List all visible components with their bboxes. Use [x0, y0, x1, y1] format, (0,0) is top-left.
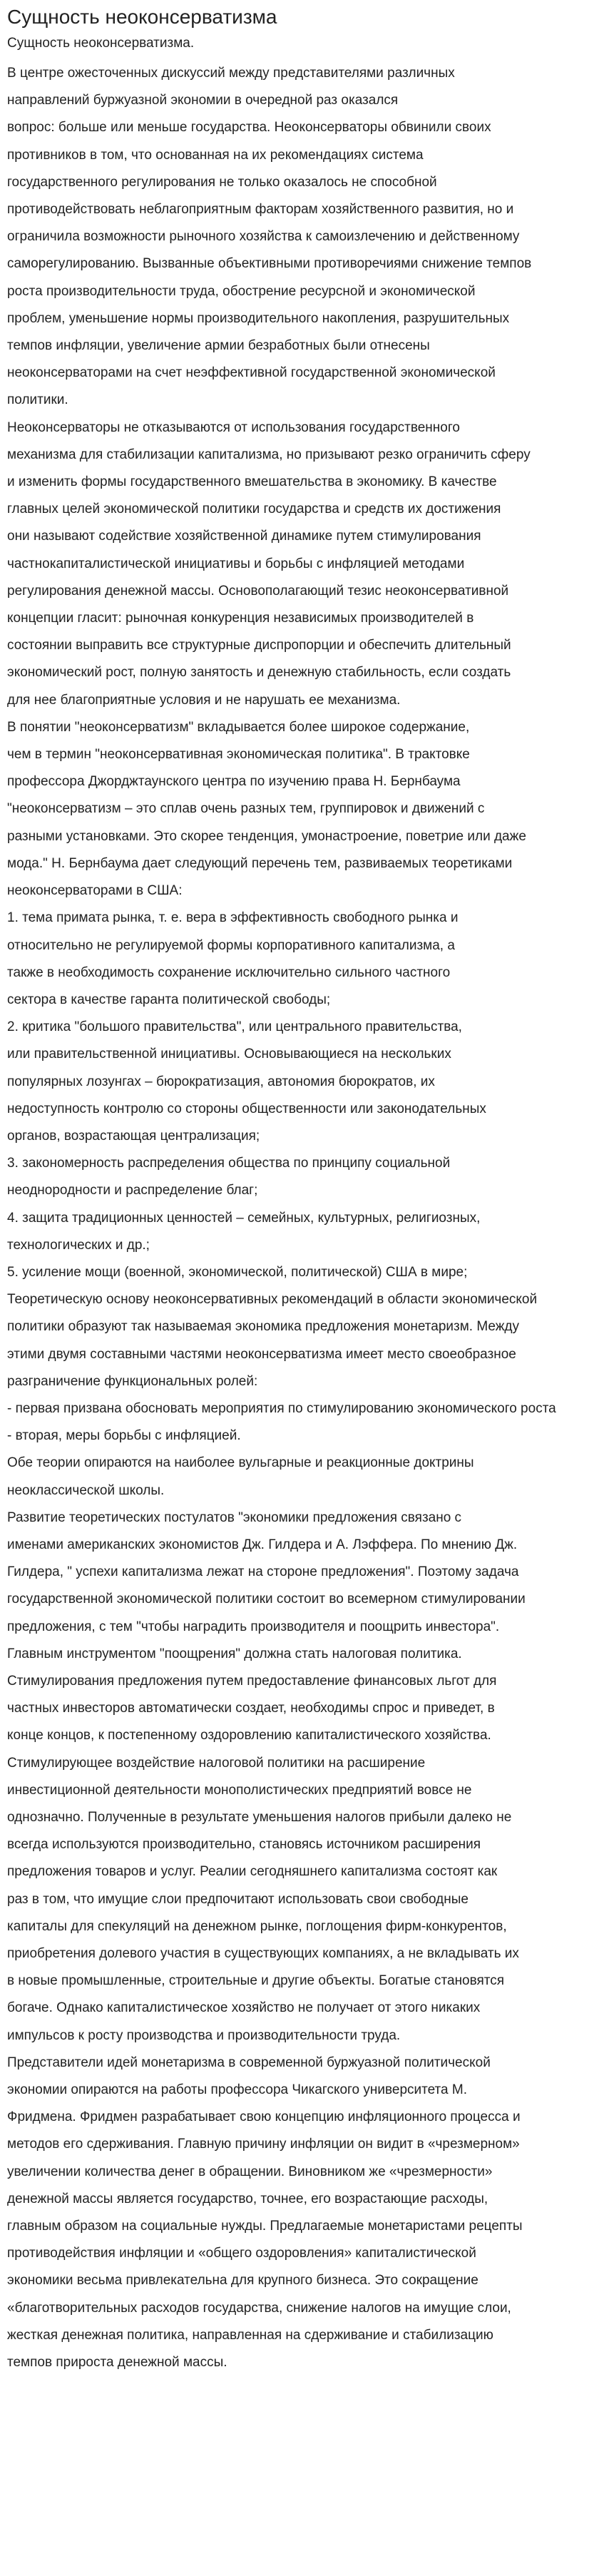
text-line: импульсов к росту производства и производительности труда.: [7, 2027, 401, 2043]
text-line: Обе теории опираются на наиболее вульгарные и реакционные доктрины: [7, 1455, 474, 1471]
text-line: В центре ожесточенных дискуссий между представителями различных: [7, 66, 455, 81]
text-line: капиталы для спекуляций на денежном рынке, поглощения фирм-конкурентов,: [7, 1918, 507, 1934]
text-line: темпов инфляции, увеличение армии безработных были отнесены: [7, 338, 430, 354]
text-line: Развитие теоретических постулатов "экономики предложения связано с: [7, 1510, 462, 1525]
text-line: экономический рост, полную занятость и денежную стабильность, если создать: [7, 665, 511, 681]
text-line: недоступность контролю со стороны общественности или законодательных: [7, 1101, 486, 1116]
text-line: главных целей экономической политики государства и средств их достижения: [7, 502, 501, 517]
text-line: Неоконсерваторы не отказываются от использования государственного: [7, 419, 460, 435]
text-line: Теоретическую основу неоконсервативных рекомендаций в области экономической: [7, 1292, 538, 1308]
text-line: противников в том, что основанная на их рекомендациях система: [7, 147, 424, 163]
text-line: 4. защита традиционных ценностей – семейных, культурных, религиозных,: [7, 1210, 481, 1226]
text-line: ограничила возможности рыночного хозяйства к самоизлечению и действенному: [7, 229, 520, 245]
text-line: неоклассической школы.: [7, 1482, 165, 1498]
text-line: экономики весьма привлекательна для крупного бизнеса. Это сокращение: [7, 2273, 478, 2289]
text-line: 3. закономерность распределения общества по принципу социальной: [7, 1156, 451, 1171]
text-line: Стимулирования предложения путем предоставление финансовых льгот для: [7, 1673, 497, 1689]
text-line: 5. усиление мощи (военной, экономической, политической) США в мире;: [7, 1264, 468, 1280]
text-line: «благотворительных расходов государства, снижение налогов на имущие слои,: [7, 2300, 511, 2316]
text-line: предложения, с тем "чтобы наградить производителя и поощрить инвестора".: [7, 1619, 500, 1634]
text-line: относительно не регулируемой формы корпоративного капитализма, а: [7, 937, 455, 953]
text-line: главным образом на социальные нужды. Предлагаемые монетаристами рецепты: [7, 2219, 523, 2234]
text-line: "неоконсерватизм – это сплав очень разных тем, группировок и движений с: [7, 801, 485, 817]
text-line: экономии опираются на работы профессора Чикагского университета М.: [7, 2082, 467, 2098]
text-line: предложения товаров и услуг. Реалии сегодняшнего капитализма состоят как: [7, 1864, 498, 1880]
text-line: увеличении количества денег в обращении. Виновником же «чрезмерности»: [7, 2164, 493, 2179]
article-body: [7, 60, 595, 2376]
text-line: направлений буржуазной экономии в очередной раз оказался: [7, 93, 399, 108]
text-line: однозначно. Полученные в результате уменьшения налогов прибыли далеко не: [7, 1810, 512, 1825]
text-line: Гилдера, " успехи капитализма лежат на стороне предложения". Поэтому задача: [7, 1564, 519, 1580]
text-line: разными установками. Это скорее тенденция, умонастроение, поветрие или даже: [7, 828, 526, 844]
text-line: и изменить формы государственного вмешательства в экономику. В качестве: [7, 474, 497, 490]
text-line: они называют содействие хозяйственной динамике путем стимулирования: [7, 529, 481, 544]
text-line: противодействия инфляции и «общего оздоровления» капиталистической: [7, 2246, 476, 2261]
text-line: приобретения долевого участия в существующих компаниях, а не вкладывать их: [7, 1946, 519, 1962]
text-line: вопрос: больше или меньше государства. Неоконсерваторы обвинили своих: [7, 120, 491, 136]
text-line: государственного регулирования не только оказалось не способной: [7, 174, 437, 190]
text-line: регулирования денежной массы. Основополагающий тезис неоконсервативной: [7, 583, 509, 599]
text-line: противодействовать неблагоприятным факторам хозяйственного развития, но и: [7, 202, 514, 218]
text-line: роста производительности труда, обострение ресурсной и экономической: [7, 283, 476, 299]
text-line: денежной массы является государство, точнее, его возрастающие расходы,: [7, 2191, 488, 2206]
text-line: Стимулирующее воздействие налоговой политики на расширение: [7, 1755, 426, 1771]
text-line: богаче. Однако капиталистическое хозяйство не получает от этого никаких: [7, 2000, 481, 2016]
text-line: саморегулированию. Вызванные объективными противоречиями снижение темпов: [7, 256, 532, 272]
text-line: политики.: [7, 392, 68, 408]
text-line: технологических и др.;: [7, 1237, 150, 1253]
page-title: Сущность неоконсерватизма: [7, 6, 277, 28]
text-line: методов его сдерживания. Главную причину инфляции он видит в «чрезмерном»: [7, 2137, 520, 2152]
text-line: проблем, уменьшение нормы производительного накопления, разрушительных: [7, 310, 510, 326]
text-line: 2. критика "большого правительства", или центрального правительства,: [7, 1019, 462, 1035]
text-line: органов, возрастающая централизация;: [7, 1128, 260, 1144]
text-line: темпов прироста денежной массы.: [7, 2355, 227, 2371]
text-line: частнокапиталистической инициативы и борьбы с инфляцией методами: [7, 556, 465, 571]
text-line: Представители идей монетаризма в современной буржуазной политической: [7, 2055, 491, 2070]
text-line: концепции гласит: рыночная конкуренция независимых производителей в: [7, 611, 474, 626]
text-line: этими двумя составными частями неоконсерватизма имеет место своеобразное: [7, 1346, 516, 1362]
text-line: Фридмена. Фридмен разрабатывает свою концепцию инфляционного процесса и: [7, 2109, 521, 2125]
text-line: популярных лозунгах – бюрократизация, автономия бюрократов, их: [7, 1074, 435, 1089]
text-line: профессора Джорджтаунского центра по изучению права Н. Бернбаума: [7, 774, 461, 790]
text-line: Главным инструментом "поощрения" должна стать налоговая политика.: [7, 1646, 462, 1661]
text-line: сектора в качестве гаранта политической свободы;: [7, 992, 331, 1007]
text-line: также в необходимость сохранение исключительно сильного частного: [7, 964, 451, 980]
text-line: - первая призвана обосновать мероприятия по стимулированию экономического роста: [7, 1400, 556, 1416]
text-line: разграничение функциональных ролей:: [7, 1373, 258, 1389]
text-line: - вторая, меры борьбы с инфляцией.: [7, 1428, 241, 1444]
text-line: неоконсерваторами в США:: [7, 883, 183, 899]
text-line: для нее благоприятные условия и не нарушать ее механизма.: [7, 692, 401, 708]
text-line: состоянии выправить все структурные диспропорции и обеспечить длительный: [7, 638, 511, 653]
text-line: 1. тема примата рынка, т. е. вера в эффективность свободного рынка и: [7, 910, 459, 926]
text-line: мода." Н. Бернбаума дает следующий перечень тем, развиваемых теоретиками: [7, 855, 513, 871]
text-line: В понятии "неоконсерватизм" вкладывается более широкое содержание,: [7, 719, 470, 735]
text-line: чем в термин "неоконсервативная экономическая политика". В трактовке: [7, 747, 470, 763]
text-line: неоднородности и распределение благ;: [7, 1183, 258, 1198]
text-line: в новые промышленные, строительные и другие объекты. Богатые становятся: [7, 1973, 505, 1989]
text-line: жесткая денежная политика, направленная на сдерживание и стабилизацию: [7, 2327, 493, 2343]
text-line: государственной экономической политики состоит во всемерном стимулировании: [7, 1592, 526, 1607]
text-line: неоконсерваторами на счет неэффективной государственной экономической: [7, 365, 496, 381]
text-line: конце концов, к постепенному оздоровлению капиталистического хозяйства.: [7, 1728, 491, 1743]
text-line: механизма для стабилизации капитализма, но призывают резко ограничить сферу: [7, 447, 531, 462]
text-line: именами американских экономистов Дж. Гилдера и А. Лэффера. По мнению Дж.: [7, 1537, 518, 1552]
text-line: или правительственной инициативы. Основывающиеся на нескольких: [7, 1047, 451, 1062]
article-subtitle: Сущность неоконсерватизма.: [7, 36, 195, 51]
text-line: политики образуют так называемая экономика предложения монетаризм. Между: [7, 1319, 520, 1335]
text-line: частных инвесторов автоматически создает, необходимы спрос и приведет, в: [7, 1701, 495, 1716]
text-line: инвестиционной деятельности монополистических предприятий вовсе не: [7, 1782, 472, 1798]
text-line: раз в том, что имущие слои предпочитают использовать свои свободные: [7, 1891, 469, 1907]
text-line: всегда используются производительно, становясь источником расширения: [7, 1837, 481, 1853]
